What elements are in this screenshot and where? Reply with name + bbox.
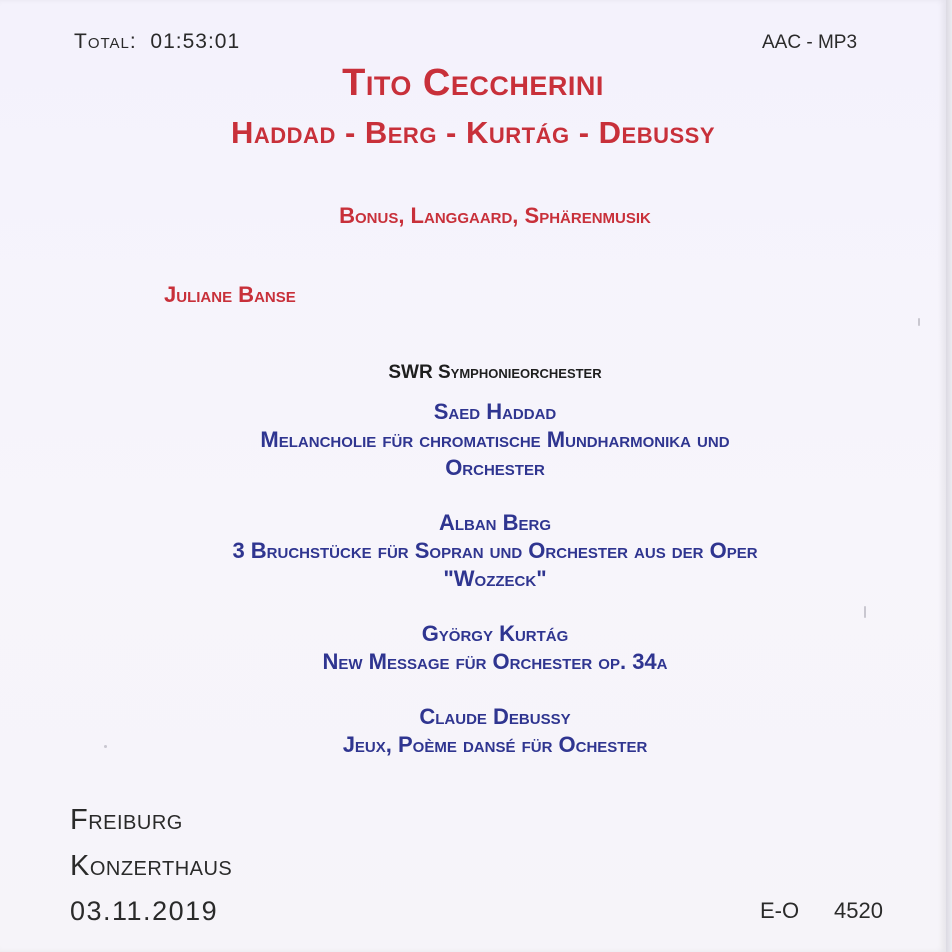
work-title: New Message für Orchester op. 34a bbox=[322, 649, 668, 674]
work-title: 3 Bruchstücke für Sopran und Orchester aus der Oper bbox=[232, 538, 758, 563]
work-composer: György Kurtág bbox=[421, 621, 569, 646]
soloist-name: Juliane Banse bbox=[164, 282, 296, 307]
format-label: AAC - MP3 bbox=[762, 32, 858, 53]
work-composer: Claude Debussy bbox=[419, 704, 571, 729]
venue: Konzerthaus bbox=[70, 850, 233, 882]
paper-speck bbox=[864, 606, 866, 618]
work-composer: Alban Berg bbox=[438, 510, 552, 535]
concert-date: 03.11.2019 bbox=[70, 896, 219, 926]
work-title: Jeux, Poème dansé für Ochester bbox=[342, 732, 648, 757]
work-title-continued: Orchester bbox=[445, 455, 545, 480]
work-composer: Saed Haddad bbox=[433, 399, 557, 424]
bonus-line: Bonus, Langgaard, Sphärenmusik bbox=[339, 203, 651, 228]
work-title: Melancholie für chromatische Mundharmonika und bbox=[260, 427, 730, 452]
work-title-continued: "Wozzeck" bbox=[443, 566, 547, 591]
city: Freiburg bbox=[70, 804, 183, 836]
paper-speck bbox=[918, 318, 920, 326]
conductor-name: Tito Ceccherini bbox=[342, 62, 604, 104]
card-edge bbox=[946, 0, 952, 952]
total-time: 01:53:01 bbox=[150, 30, 241, 53]
catalog-number: 4520 bbox=[834, 898, 883, 923]
total-duration bbox=[74, 30, 240, 54]
composers-line: Haddad - Berg - Kurtág - Debussy bbox=[231, 115, 715, 150]
orchestra-name: SWR Symphonieorchester bbox=[388, 362, 602, 383]
paper-speck bbox=[104, 745, 107, 748]
total-label: Total: bbox=[74, 30, 137, 53]
label-code: E-O bbox=[760, 898, 800, 923]
